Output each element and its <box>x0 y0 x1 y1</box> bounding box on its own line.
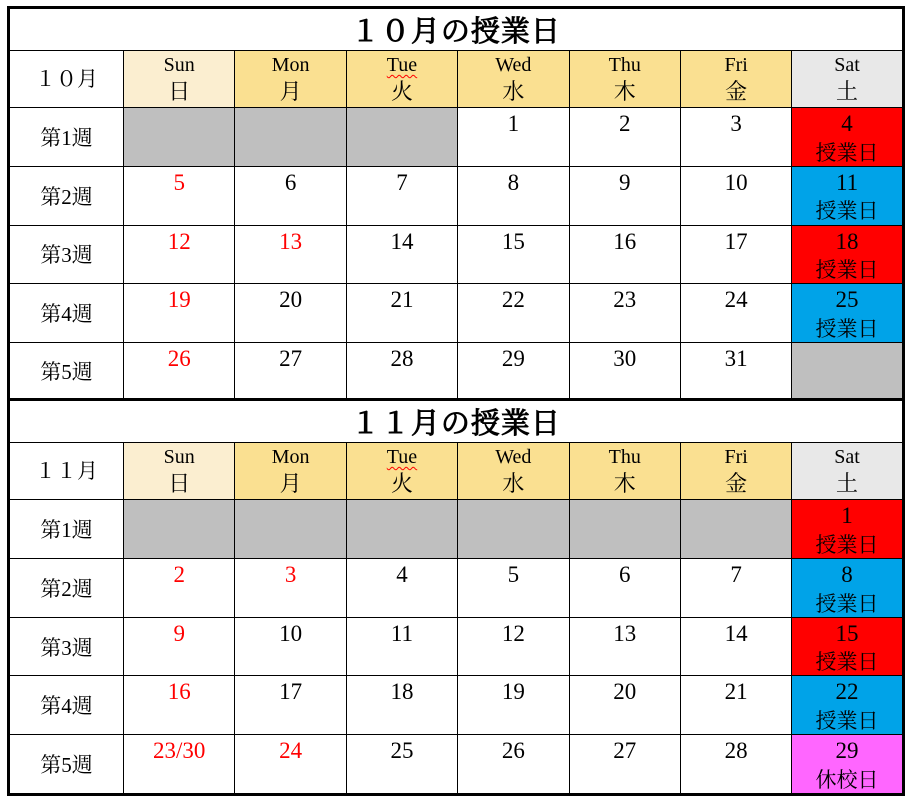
week-row-november-1 <box>9 500 904 559</box>
week-label-october-3: 第3週 <box>9 225 124 284</box>
day-cell-november-tue-w5 <box>346 735 457 795</box>
day-cell-november-mon-w5 <box>235 735 346 795</box>
day-number: 29 <box>501 346 525 372</box>
day-cell-november-thu-w4 <box>569 676 680 735</box>
special-day-cell-november-sat-w3 <box>792 617 903 676</box>
day-cell-november-sun-w2 <box>124 558 235 617</box>
day-cell-october-sun-w2 <box>124 166 235 225</box>
day-number: 17 <box>724 228 748 254</box>
day-number: 24 <box>279 738 303 764</box>
month-title-october: １０月の授業日 <box>9 8 904 51</box>
day-number: 19 <box>167 287 191 313</box>
special-day-cell-october-sat-w2 <box>792 166 903 225</box>
day-header-ja-wed: 水 <box>502 78 525 104</box>
day-header-tue <box>346 443 457 500</box>
day-number: 16 <box>167 679 191 705</box>
day-number: 12 <box>167 228 191 254</box>
day-cell-november-fri-w5 <box>680 735 791 795</box>
day-number: 25 <box>835 287 859 313</box>
month-title-november: １１月の授業日 <box>9 400 904 443</box>
day-header-row-october <box>9 51 904 108</box>
day-header-ja-wed: 水 <box>502 470 525 496</box>
day-cell-november-wed-w3 <box>458 617 569 676</box>
day-cell-october-wed-w2 <box>458 166 569 225</box>
day-number: 6 <box>619 561 631 587</box>
day-number: 21 <box>724 679 748 705</box>
day-cell-october-thu-w1 <box>569 108 680 167</box>
day-number: 28 <box>724 738 748 764</box>
day-number: 2 <box>173 561 185 587</box>
day-number: 31 <box>724 346 748 372</box>
day-number: 2 <box>619 111 631 136</box>
day-number: 22 <box>501 287 525 313</box>
day-header-mon <box>235 51 346 108</box>
week-label-october-5: 第5週 <box>9 343 124 400</box>
day-number: 14 <box>390 228 414 254</box>
day-header-ja-sat: 土 <box>836 470 859 496</box>
day-number: 10 <box>279 620 303 646</box>
day-header-ja-fri: 金 <box>725 470 748 496</box>
week-row-october-2 <box>9 166 904 225</box>
empty-day-cell-november-tue-w1 <box>346 500 457 559</box>
day-header-en-sat: Sat <box>834 53 860 76</box>
week-label-november-3: 第3週 <box>9 617 124 676</box>
day-number: 5 <box>173 169 185 195</box>
month-label-november: １１月 <box>9 443 124 500</box>
week-row-november-2 <box>9 558 904 617</box>
week-label-november-2: 第2週 <box>9 558 124 617</box>
day-number: 20 <box>613 679 637 705</box>
day-cell-october-thu-w5 <box>569 343 680 400</box>
day-number: 21 <box>390 287 414 313</box>
day-cell-october-sun-w5 <box>124 343 235 400</box>
day-header-en-wed: Wed <box>495 445 532 468</box>
week-label-november-1: 第1週 <box>9 500 124 559</box>
day-cell-october-wed-w1 <box>458 108 569 167</box>
day-number: 18 <box>835 228 859 254</box>
day-number: 25 <box>390 738 414 764</box>
day-header-en-sun: Sun <box>163 53 195 76</box>
month-title-row-november <box>9 400 904 443</box>
month-table-october <box>7 6 905 401</box>
day-cell-october-fri-w1 <box>680 108 791 167</box>
day-number: 7 <box>396 169 408 195</box>
week-row-october-3 <box>9 225 904 284</box>
day-header-wed <box>458 443 569 500</box>
day-cell-october-wed-w5 <box>458 343 569 400</box>
day-number: 10 <box>724 169 748 195</box>
day-cell-october-thu-w2 <box>569 166 680 225</box>
day-note: 授業日 <box>815 532 879 557</box>
day-number: 27 <box>613 738 637 764</box>
day-number: 23/30 <box>153 738 206 764</box>
day-number: 29 <box>835 738 859 764</box>
day-header-sun <box>124 443 235 500</box>
day-header-en-thu: Thu <box>608 53 641 76</box>
day-cell-october-tue-w3 <box>346 225 457 284</box>
week-label-october-2: 第2週 <box>9 166 124 225</box>
day-header-sun <box>124 51 235 108</box>
day-header-sat <box>792 51 903 108</box>
day-cell-november-thu-w3 <box>569 617 680 676</box>
day-header-en-wed: Wed <box>495 53 532 76</box>
week-row-november-3 <box>9 617 904 676</box>
day-header-thu <box>569 443 680 500</box>
day-header-en-mon: Mon <box>271 445 310 468</box>
day-number: 24 <box>724 287 748 313</box>
day-header-ja-thu: 木 <box>613 470 636 496</box>
day-header-fri <box>680 51 791 108</box>
day-cell-november-sun-w4 <box>124 676 235 735</box>
day-number: 17 <box>279 679 303 705</box>
day-cell-october-fri-w4 <box>680 284 791 343</box>
day-header-ja-tue: 火 <box>390 470 413 496</box>
day-number: 19 <box>501 679 525 705</box>
day-header-ja-fri: 金 <box>725 78 748 104</box>
day-cell-november-mon-w4 <box>235 676 346 735</box>
week-row-october-1 <box>9 108 904 167</box>
day-header-row-november <box>9 443 904 500</box>
day-note: 授業日 <box>815 316 879 341</box>
day-header-tue <box>346 51 457 108</box>
day-number: 16 <box>613 228 637 254</box>
day-number: 28 <box>390 346 414 372</box>
empty-day-cell-november-fri-w1 <box>680 500 791 559</box>
day-number: 8 <box>841 561 853 587</box>
day-cell-november-fri-w4 <box>680 676 791 735</box>
day-header-en-sun: Sun <box>163 445 195 468</box>
day-cell-november-fri-w2 <box>680 558 791 617</box>
day-header-sat <box>792 443 903 500</box>
day-number: 1 <box>841 503 853 529</box>
day-number: 26 <box>501 738 525 764</box>
day-number: 20 <box>279 287 303 313</box>
week-label-october-1: 第1週 <box>9 108 124 167</box>
day-cell-october-wed-w3 <box>458 225 569 284</box>
day-cell-october-mon-w4 <box>235 284 346 343</box>
week-row-october-4 <box>9 284 904 343</box>
empty-day-cell-october-sun-w1 <box>124 108 235 167</box>
day-header-wed <box>458 51 569 108</box>
day-cell-october-mon-w3 <box>235 225 346 284</box>
day-header-ja-mon: 月 <box>279 78 302 104</box>
day-header-fri <box>680 443 791 500</box>
class-day-calendar <box>7 6 902 796</box>
day-number: 5 <box>507 561 520 587</box>
day-number: 18 <box>390 679 414 705</box>
day-cell-november-tue-w3 <box>346 617 457 676</box>
month-title-row-october <box>9 8 904 51</box>
day-header-en-fri: Fri <box>724 53 748 76</box>
day-note: 授業日 <box>815 591 879 616</box>
week-label-october-4: 第4週 <box>9 284 124 343</box>
empty-day-cell-november-mon-w1 <box>235 500 346 559</box>
day-cell-october-sun-w3 <box>124 225 235 284</box>
week-label-november-4: 第4週 <box>9 676 124 735</box>
day-number: 13 <box>613 620 637 646</box>
day-note: 授業日 <box>815 258 879 283</box>
day-header-ja-tue: 火 <box>390 78 413 104</box>
day-number: 3 <box>730 111 742 136</box>
day-number: 23 <box>613 287 637 313</box>
day-header-en-fri: Fri <box>724 445 748 468</box>
day-number: 4 <box>396 561 408 587</box>
day-header-mon <box>235 443 346 500</box>
day-cell-november-tue-w2 <box>346 558 457 617</box>
day-number: 14 <box>724 620 748 646</box>
day-number: 15 <box>835 620 859 646</box>
day-header-en-sat: Sat <box>834 445 860 468</box>
day-cell-november-fri-w3 <box>680 617 791 676</box>
day-header-en-thu: Thu <box>608 445 641 468</box>
day-note: 授業日 <box>815 140 879 165</box>
day-cell-november-wed-w5 <box>458 735 569 795</box>
empty-day-cell-october-tue-w1 <box>346 108 457 167</box>
day-cell-october-fri-w5 <box>680 343 791 400</box>
day-header-ja-sat: 土 <box>836 78 859 104</box>
day-cell-november-sun-w5 <box>124 735 235 795</box>
month-label-october: １０月 <box>9 51 124 108</box>
day-cell-october-tue-w4 <box>346 284 457 343</box>
special-day-cell-november-sat-w1 <box>792 500 903 559</box>
day-note: 授業日 <box>815 709 879 734</box>
day-cell-october-mon-w2 <box>235 166 346 225</box>
special-day-cell-october-sat-w3 <box>792 225 903 284</box>
day-cell-october-fri-w3 <box>680 225 791 284</box>
day-number: 27 <box>279 346 303 372</box>
day-header-thu <box>569 51 680 108</box>
day-cell-november-sun-w3 <box>124 617 235 676</box>
special-day-cell-november-sat-w4 <box>792 676 903 735</box>
day-number: 13 <box>279 228 303 254</box>
day-header-ja-sun: 日 <box>168 78 191 104</box>
day-number: 11 <box>835 169 859 195</box>
day-number: 4 <box>841 111 853 136</box>
day-header-ja-mon: 月 <box>279 470 302 496</box>
week-row-october-5 <box>9 343 904 400</box>
day-number: 3 <box>284 561 297 587</box>
day-number: 12 <box>501 620 525 646</box>
day-cell-november-wed-w2 <box>458 558 569 617</box>
day-cell-november-mon-w2 <box>235 558 346 617</box>
day-number: 9 <box>173 620 185 646</box>
day-cell-november-tue-w4 <box>346 676 457 735</box>
day-cell-october-thu-w3 <box>569 225 680 284</box>
day-number: 7 <box>730 561 742 587</box>
week-row-november-4 <box>9 676 904 735</box>
day-number: 6 <box>284 169 297 195</box>
day-cell-november-thu-w5 <box>569 735 680 795</box>
day-note: 授業日 <box>815 650 879 675</box>
day-cell-october-fri-w2 <box>680 166 791 225</box>
day-cell-november-wed-w4 <box>458 676 569 735</box>
day-number: 30 <box>613 346 637 372</box>
day-cell-october-tue-w2 <box>346 166 457 225</box>
month-table-november <box>7 398 905 796</box>
day-header-ja-sun: 日 <box>168 470 191 496</box>
day-number: 26 <box>167 346 191 372</box>
day-cell-october-sun-w4 <box>124 284 235 343</box>
day-note: 授業日 <box>815 199 879 224</box>
day-number: 9 <box>619 169 631 195</box>
day-number: 15 <box>501 228 525 254</box>
empty-day-cell-november-sun-w1 <box>124 500 235 559</box>
day-cell-october-wed-w4 <box>458 284 569 343</box>
day-number: 8 <box>507 169 520 195</box>
day-number: 1 <box>507 111 520 136</box>
empty-day-cell-november-thu-w1 <box>569 500 680 559</box>
day-cell-november-thu-w2 <box>569 558 680 617</box>
day-cell-october-thu-w4 <box>569 284 680 343</box>
special-day-cell-october-sat-w1 <box>792 108 903 167</box>
day-header-en-tue: Tue <box>386 53 418 76</box>
day-header-en-mon: Mon <box>271 53 310 76</box>
week-row-november-5 <box>9 735 904 795</box>
special-day-cell-november-sat-w2 <box>792 558 903 617</box>
empty-day-cell-october-sat-w5 <box>792 343 903 400</box>
empty-day-cell-october-mon-w1 <box>235 108 346 167</box>
day-number: 22 <box>835 679 859 705</box>
day-header-en-tue: Tue <box>386 445 418 468</box>
special-day-cell-november-sat-w5 <box>792 735 903 795</box>
week-label-november-5: 第5週 <box>9 735 124 795</box>
day-cell-october-mon-w5 <box>235 343 346 400</box>
day-number: 11 <box>390 620 414 646</box>
day-cell-november-mon-w3 <box>235 617 346 676</box>
empty-day-cell-november-wed-w1 <box>458 500 569 559</box>
special-day-cell-october-sat-w4 <box>792 284 903 343</box>
day-header-ja-thu: 木 <box>613 78 636 104</box>
day-note: 休校日 <box>815 767 879 792</box>
day-cell-october-tue-w5 <box>346 343 457 400</box>
